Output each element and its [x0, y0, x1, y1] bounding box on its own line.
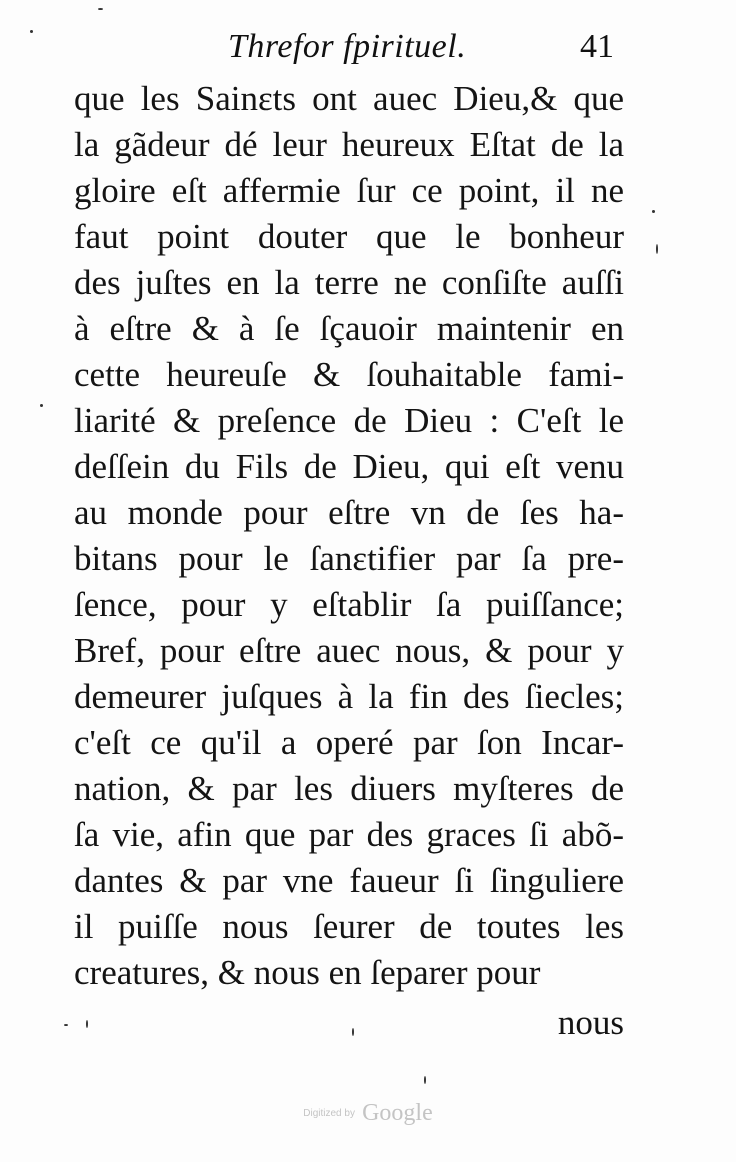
text-line: faut point douter que le bonheur	[74, 217, 624, 256]
text-line: il puiſſe nous ſeurer de toutes les	[74, 907, 624, 946]
text-line: c'eſt ce qu'il a operé par ſon Incar-	[74, 723, 624, 762]
text-line: ſa vie, afin que par des graces ſi abõ-	[74, 815, 624, 854]
watermark-prefix: Digitized by	[303, 1108, 355, 1119]
running-head	[0, 24, 736, 74]
running-head-title: Threfor fpirituel.	[228, 28, 467, 65]
scan-speck	[98, 8, 103, 10]
text-line: nation, & par les diuers myſteres de	[74, 769, 624, 808]
text-line: Bref, pour eſtre auec nous, & pour y	[74, 631, 624, 670]
scan-speck	[652, 210, 655, 213]
text-line: au monde pour eſtre vn de ſes ha-	[74, 493, 624, 532]
body-text	[74, 76, 624, 996]
watermark-brand: Google	[362, 1100, 433, 1126]
text-line: ſence, pour y eſtablir ſa puiſſance;	[74, 585, 624, 624]
scan-speck	[40, 404, 43, 407]
catchword: nous	[557, 1003, 624, 1042]
scan-speck	[424, 1076, 426, 1084]
digitization-watermark	[0, 1100, 736, 1127]
text-line: deſſein du Fils de Dieu, qui eſt venu	[74, 447, 624, 486]
scan-speck	[352, 1028, 354, 1036]
text-line: demeurer juſques à la fin des ſiecles;	[74, 677, 624, 716]
text-line: bitans pour le ſanɛtifier par ſa pre-	[74, 539, 624, 578]
page-number: 41	[580, 28, 614, 65]
text-line: liarité & preſence de Dieu : C'eſt le	[74, 401, 624, 440]
text-line: que les Sainɛts ont auec Dieu,& que	[74, 79, 624, 118]
text-line: des juſtes en la terre ne conſiſte auſſi	[74, 263, 624, 302]
text-line: gloire eſt affermie ſur ce point, il ne	[74, 171, 624, 210]
text-line: à eſtre & à ſe ſçauoir maintenir en	[74, 309, 624, 348]
scan-speck	[30, 30, 33, 33]
text-line: la gãdeur dé leur heureux Eſtat de la	[74, 125, 624, 164]
text-line: creatures, & nous en ſeparer pour	[74, 953, 541, 992]
scan-speck	[86, 1020, 88, 1028]
text-line: dantes & par vne faueur ſi ſinguliere	[74, 861, 624, 900]
scan-speck	[656, 244, 658, 254]
text-line: cette heureuſe & ſouhaitable fami-	[74, 355, 624, 394]
scan-speck	[64, 1024, 68, 1026]
